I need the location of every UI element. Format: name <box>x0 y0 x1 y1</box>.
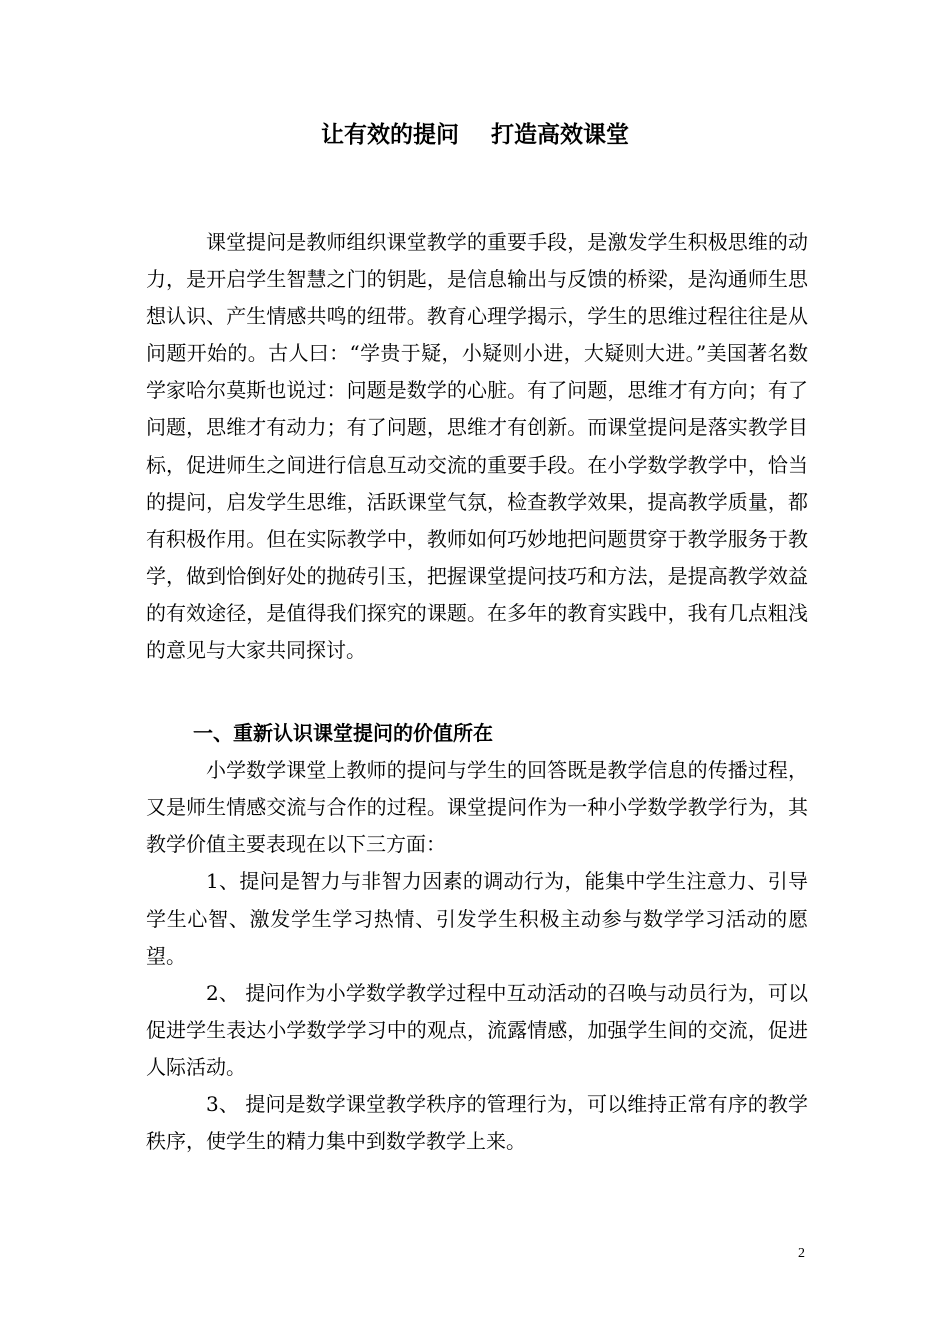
section-spacer <box>146 669 808 715</box>
point-item-2: 2、 提问作为小学数学教学过程中互动活动的召唤与动员行为，可以促进学生表达小学数学学习中的观点，流露情感，加强学生间的交流，促进人际活动。 <box>146 980 808 1079</box>
section-heading: 一、重新认识课堂提问的价值所在 <box>193 721 493 746</box>
point-item-1: 1、提问是智力与非智力因素的调动行为，能集中学生注意力、引导学生心智、激发学生学习热情、引发学生积极主动参与数学学习活动的愿望。 <box>146 869 808 968</box>
section-paragraph: 小学数学课堂上教师的提问与学生的回答既是教学信息的传播过程，又是师生情感交流与合作的过程。课堂提问作为一种小学数学教学行为，其教学价值主要表现在以下三方面： <box>146 758 808 857</box>
document-body <box>146 224 808 1160</box>
intro-paragraph: 课堂提问是教师组织课堂教学的重要手段，是激发学生积极思维的动力，是开启学生智慧之门的钥匙，是信息输出与反馈的桥梁，是沟通师生思想认识、产生情感共鸣的纽带。教育心理学揭示，学生的思维过程往往是从问题开始的。古人曰：“学贵于疑，小疑则小进，大疑则大进。”美国著名数学家哈尔莫斯也说过：问题是数学的心脏。有了问题，思维才有方向；有了问题，思维才有动力；有了问题，思维才有创新。而课堂提问是落实教学目标，促进师生之间进行信息互动交流的重要手段。在小学数学教学中，恰当的提问，启发学生思维，活跃课堂气氛，检查教学效果，提高教学质量，都有积极作用。但在实际教学中，教师如何巧妙地把问题贯穿于教学服务于教学，做到恰倒好处的抛砖引玉，把握课堂提问技巧和方法，是提高教学效益的有效途径，是值得我们探究的课题。在多年的教育实践中，我有几点粗浅的意见与大家共同探讨。 <box>146 230 808 663</box>
document-title: 让有效的提问 打造高效课堂 <box>320 122 630 148</box>
page-number: 2 <box>798 1246 805 1261</box>
point-item-3: 3、 提问是数学课堂教学秩序的管理行为，可以维持正常有序的教学秩序，使学生的精力集中到数学教学上来。 <box>146 1091 808 1154</box>
